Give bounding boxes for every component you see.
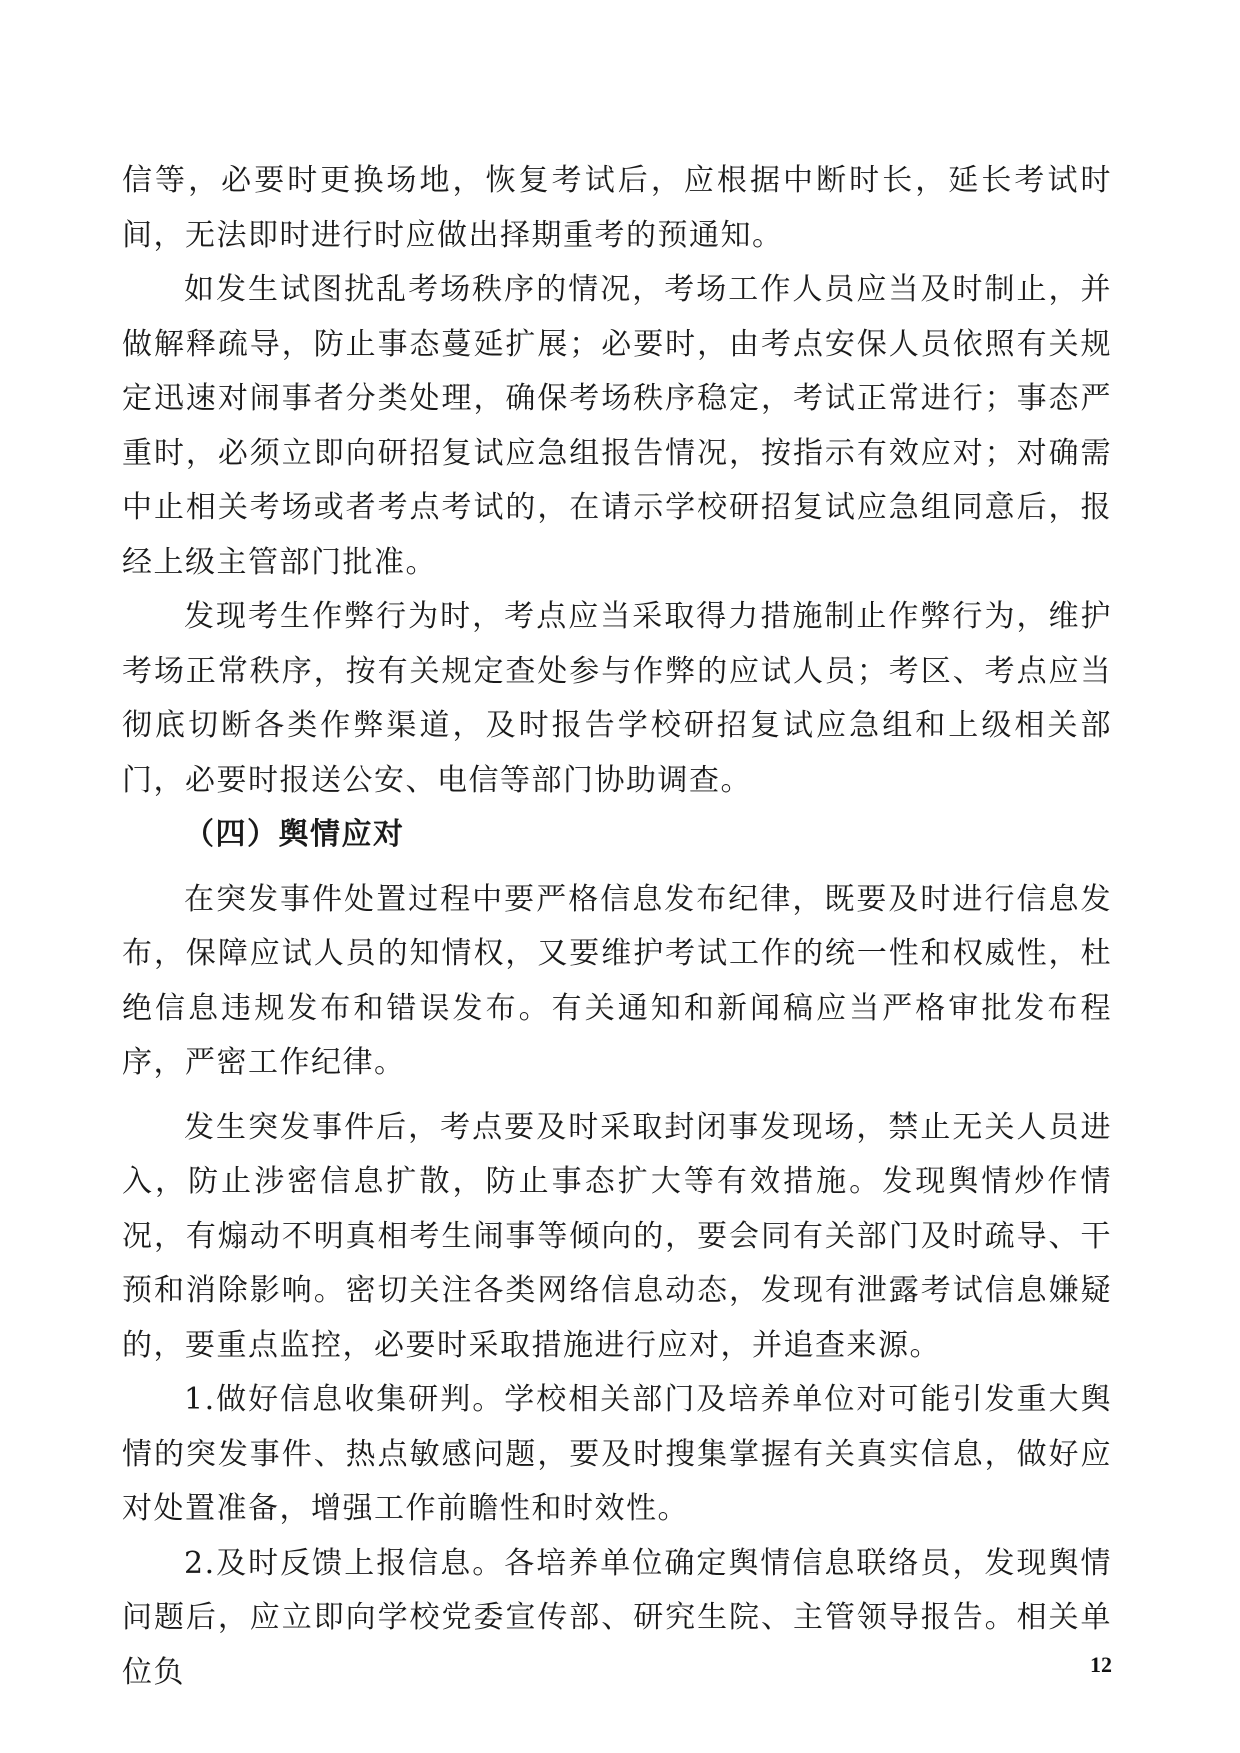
paragraph-cheating: 发现考生作弊行为时，考点应当采取得力措施制止作弊行为，维护考场正常秩序，按有关规定查处参与作弊的应试人员；考区、考点应当彻底切断各类作弊渠道，及时报告学校研招复试应急组和上级相关部门，必要时报送公安、电信等部门协助调查。 [122,599,1112,798]
paragraph-incident-response: 发生突发事件后，考点要及时采取封闭事发现场，禁止无关人员进入，防止涉密信息扩散，防止事态扩大等有效措施。发现舆情炒作情况，有煽动不明真相考生闹事等倾向的，要会同有关部门及时疏导、干预和消除影响。密切关注各类网络信息动态，发现有泄露考试信息嫌疑的，要重点监控，必要时采取措施进行应对，并追查来源。 [122,1109,1112,1363]
paragraph-item-1: 1.做好信息收集研判。学校相关部门及培养单位对可能引发重大舆情的突发事件、热点敏感问题，要及时搜集掌握有关真实信息，做好应对处置准备，增强工作前瞻性和时效性。 [122,1382,1112,1526]
page-number: 12 [1090,1652,1112,1677]
paragraph-exam-disorder: 如发生试图扰乱考场秩序的情况，考场工作人员应当及时制止，并做解释疏导，防止事态蔓延扩展；必要时，由考点安保人员依照有关规定迅速对闹事者分类处理，确保考场秩序稳定，考试正常进行；事态严重时，必须立即向研招复试应急组报告情况，按指示有效应对；对确需中止相关考场或者考点考试的，在请示学校研招复试应急组同意后，报经上级主管部门批准。 [122,272,1112,580]
paragraph-continued: 信等，必要时更换场地，恢复考试后，应根据中断时长，延长考试时间，无法即时进行时应做出择期重考的预通知。 [122,163,1112,253]
section-heading-public-opinion: （四）舆情应对 [184,817,405,852]
paragraph-information-discipline: 在突发事件处置过程中要严格信息发布纪律，既要及时进行信息发布，保障应试人员的知情权，又要维护考试工作的统一性和权威性，杜绝信息违规发布和错误发布。有关通知和新闻稿应当严格审批发布程序，严密工作纪律。 [122,881,1112,1080]
document-body [122,154,1112,1700]
paragraph-item-2: 2.及时反馈上报信息。各培养单位确定舆情信息联络员，发现舆情问题后，应立即向学校党委宣传部、研究生院、主管领导报告。相关单位负 [122,1545,1112,1690]
